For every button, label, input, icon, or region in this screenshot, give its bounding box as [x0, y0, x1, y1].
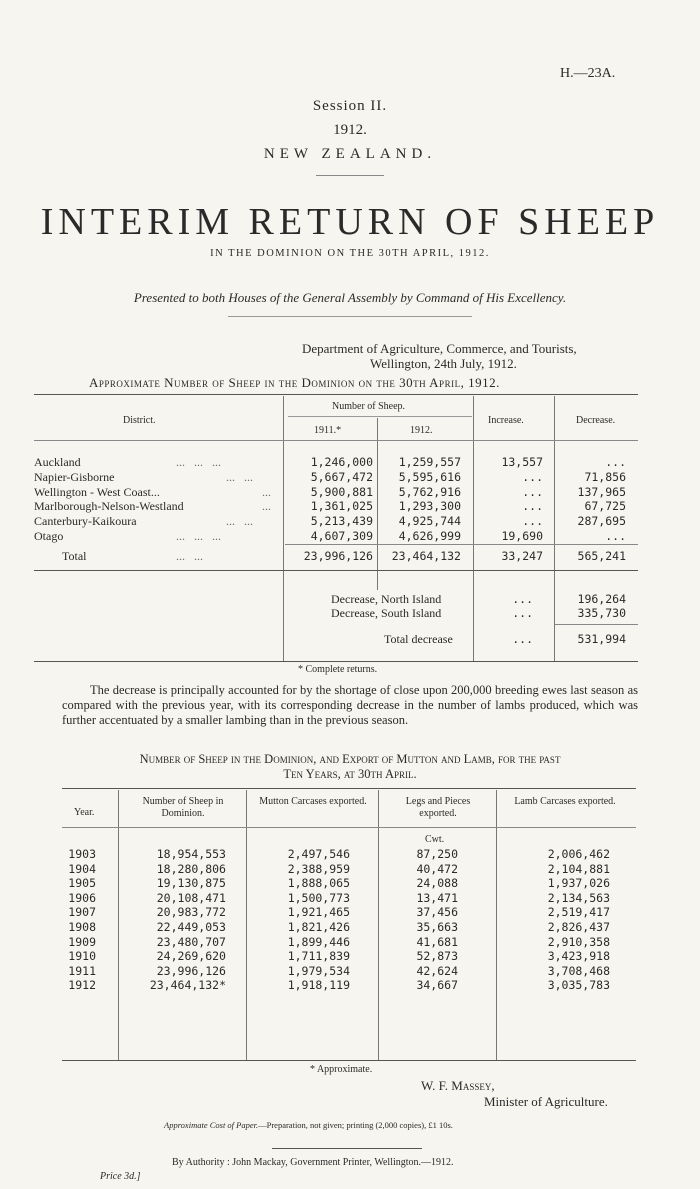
year-value: 1903 [68, 847, 96, 861]
increase-value: ... [522, 469, 543, 484]
sheep-count-value: 20,983,772 [156, 905, 226, 920]
year-value: 1909 [68, 934, 96, 949]
sheep-1912-value: 4,925,744 [398, 514, 461, 529]
legs-value: 87,250 [416, 847, 458, 861]
footer-rule [272, 1148, 422, 1149]
column-header-1911: 1911.* [314, 425, 342, 436]
session-year: 1912. [333, 122, 367, 138]
table1-decrease-rule [555, 624, 638, 625]
legs-value: 40,472 [416, 861, 458, 876]
sheep-count-value: 24,269,620 [156, 949, 226, 964]
lamb-value: 2,006,462 [547, 847, 610, 861]
district-name: Wellington - West Coast... [34, 484, 160, 499]
mutton-value: 1,918,119 [287, 978, 350, 993]
total-1911: 23,996,126 [303, 549, 373, 563]
sheep-count-value: 20,108,471 [156, 890, 226, 905]
column-header-increase: Increase. [488, 415, 524, 426]
total-decrease: 565,241 [577, 549, 626, 563]
mutton-value: 2,497,546 [287, 847, 350, 861]
district-leaders: ... ... ... [176, 455, 221, 469]
total-decrease-increase: ... [512, 632, 533, 646]
year-value: 1906 [68, 890, 96, 905]
table2-heading-line1: Number of Sheep in the Dominion, and Export of Mutton and Lamb, for the past [139, 752, 561, 766]
total-increase: 33,247 [501, 549, 543, 563]
lamb-value: 1,937,026 [547, 876, 610, 891]
table1-top-rule [34, 394, 638, 395]
total-leaders: ... ... [176, 549, 203, 563]
mutton-value: 1,821,426 [287, 920, 350, 934]
district-leaders: ... ... ... [176, 529, 221, 543]
document-title: INTERIM RETURN OF SHEEP [40, 201, 660, 243]
district-name: Otago [34, 529, 64, 543]
sheep-1911-value: 5,667,472 [310, 469, 373, 484]
sheep-1912-value: 1,259,557 [398, 455, 461, 469]
sheep-count-value: 23,996,126 [156, 963, 226, 978]
department-date: Wellington, 24th July, 1912. [370, 356, 517, 371]
mutton-value: 1,921,465 [287, 905, 350, 920]
table1-total-rule [34, 570, 638, 571]
table2-header-rule [62, 827, 636, 828]
sheep-1911-value: 5,900,881 [310, 484, 373, 499]
lamb-value: 2,104,881 [547, 861, 610, 876]
year-value: 1912 [68, 978, 96, 993]
increase-value: ... [522, 499, 543, 514]
table2-footnote: * Approximate. [310, 1064, 373, 1075]
table1-subheader-rule [288, 416, 472, 417]
lamb-value: 3,035,783 [547, 978, 610, 993]
price-label: Price 3d.] [100, 1171, 141, 1182]
legs-value: 34,667 [416, 978, 458, 993]
mutton-value: 2,388,959 [287, 861, 350, 876]
table2-bottom-rule [62, 1060, 636, 1061]
sheep-count-value: 23,480,707 [156, 934, 226, 949]
presented-line: Presented to both Houses of the General Assembly by Command of His Excellency. [133, 290, 567, 305]
document-reference: H.—23A. [560, 66, 616, 81]
table1-heading: Approximate Number of Sheep in the Dominion on the 30th April, 1912. [89, 375, 500, 390]
decrease-value: 67,725 [584, 499, 626, 514]
year-value: 1910 [68, 949, 96, 964]
sheep-1912-value: 1,293,300 [398, 499, 461, 514]
country-name: NEW ZEALAND. [263, 146, 437, 162]
legs-value: 37,456 [416, 905, 458, 920]
table1-header-rule [34, 440, 638, 441]
lamb-value: 2,826,437 [547, 920, 610, 934]
total-decrease-label: Total decrease [384, 632, 453, 646]
district-leaders: ... ... [226, 514, 253, 529]
column-header-legs: Legs and Pieces exported. [405, 796, 471, 819]
mutton-value: 1,888,065 [287, 876, 350, 891]
legs-value: 41,681 [416, 934, 458, 949]
column-header-number-of-sheep: Number of Sheep. [332, 401, 406, 412]
sheep-count-value: 18,954,553 [156, 847, 226, 861]
district-leaders: ... [262, 499, 271, 514]
lamb-value: 3,708,468 [547, 963, 610, 978]
district-name: Auckland [34, 455, 81, 469]
signatory-name: W. F. Massey, [421, 1078, 495, 1093]
body-paragraph: The decrease is principally accounted for by the shortage of close upon 200,000 breeding ewes last season as compared with the previous year, with its corresponding decrease in the number of lambs produced, which was further accentuated by a smaller lambing than in the previous season. [62, 683, 638, 727]
sheep-1912-value: 4,626,999 [398, 529, 461, 543]
district-name: Marlborough-Nelson-Westland [34, 499, 184, 514]
mutton-value: 1,899,446 [287, 934, 350, 949]
table1-bottom-rule [34, 661, 638, 662]
column-header-sheep: Number of Sheep in Dominion. [142, 796, 224, 819]
mutton-value: 1,500,773 [287, 890, 350, 905]
year-value: 1904 [68, 861, 96, 876]
presented-divider [228, 316, 472, 317]
header-divider [316, 175, 384, 176]
sheep-count-value: 18,280,806 [156, 861, 226, 876]
decrease-value: 71,856 [584, 469, 626, 484]
table1-subtotal-rule [285, 544, 638, 545]
increase-value: ... [522, 514, 543, 529]
legs-value: 24,088 [416, 876, 458, 891]
district-name: Canterbury-Kaikoura [34, 514, 137, 529]
sheep-1912-value: 5,762,916 [398, 484, 461, 499]
table2-heading-line2: Ten Years, at 30th April. [283, 767, 417, 781]
column-header-decrease: Decrease. [576, 415, 616, 426]
decrease-value: ... [605, 529, 626, 543]
decrease-south-label: Decrease, South Island [331, 606, 442, 620]
legs-value: 42,624 [416, 963, 458, 978]
legs-value: 35,663 [416, 920, 458, 934]
decrease-south-value: 335,730 [577, 606, 626, 620]
district-name: Napier-Gisborne [34, 469, 115, 484]
sheep-1911-value: 5,213,439 [310, 514, 373, 529]
total-label: Total [62, 549, 87, 563]
lamb-value: 2,910,358 [547, 934, 610, 949]
lamb-value: 2,134,563 [547, 890, 610, 905]
district-leaders: ... [262, 484, 271, 499]
decrease-value: 137,965 [577, 484, 626, 499]
decrease-north-label: Decrease, North Island [331, 592, 442, 606]
decrease-value: ... [605, 455, 626, 469]
legs-unit-label: Cwt. [425, 834, 445, 845]
table1-footnote: * Complete returns. [298, 664, 378, 675]
increase-value: 13,557 [501, 455, 543, 469]
column-header-year: Year. [74, 807, 95, 818]
decrease-north-increase: ... [512, 592, 533, 606]
cost-label: Approximate Cost of Paper. [164, 1120, 259, 1130]
column-header-1912: 1912. [410, 425, 433, 436]
department-line: Department of Agriculture, Commerce, and Tourists, [302, 341, 577, 356]
column-header-mutton: Mutton Carcases exported. [259, 796, 367, 807]
sheep-1912-value: 5,595,616 [398, 469, 461, 484]
decrease-value: 287,695 [577, 514, 626, 529]
decrease-south-increase: ... [512, 606, 533, 620]
table2-top-rule [62, 788, 636, 789]
increase-value: ... [522, 484, 543, 499]
total-1912: 23,464,132 [391, 549, 461, 563]
total-decrease-value: 531,994 [577, 632, 626, 646]
lamb-value: 2,519,417 [547, 905, 610, 920]
sheep-count-value: 22,449,053 [156, 920, 226, 934]
cost-text: —Preparation, not given; printing (2,000 copies), £1 10s. [258, 1120, 453, 1130]
sheep-1911-value: 1,246,000 [310, 455, 373, 469]
sheep-1911-value: 4,607,309 [310, 529, 373, 543]
column-header-district: District. [123, 415, 156, 426]
year-value: 1907 [68, 905, 96, 920]
year-value: 1905 [68, 876, 96, 891]
year-value: 1911 [68, 963, 96, 978]
signatory-title: Minister of Agriculture. [484, 1094, 608, 1109]
printer-authority: By Authority : John Mackay, Government Printer, Wellington.—1912. [172, 1157, 454, 1168]
legs-value: 13,471 [416, 890, 458, 905]
mutton-value: 1,979,534 [287, 963, 350, 978]
session-label: Session II. [312, 98, 388, 114]
sheep-count-value: 23,464,132* [149, 978, 226, 993]
document-subtitle: IN THE DOMINION ON THE 30TH APRIL, 1912. [210, 248, 490, 259]
year-value: 1908 [68, 920, 96, 934]
lamb-value: 3,423,918 [547, 949, 610, 964]
sheep-1911-value: 1,361,025 [310, 499, 373, 514]
legs-value: 52,873 [416, 949, 458, 964]
district-leaders: ... ... [226, 469, 253, 484]
decrease-north-value: 196,264 [577, 592, 626, 606]
increase-value: 19,690 [501, 529, 543, 543]
column-header-lamb: Lamb Carcases exported. [514, 796, 616, 807]
sheep-count-value: 19,130,875 [156, 876, 226, 891]
cost-note [164, 1120, 453, 1130]
mutton-value: 1,711,839 [287, 949, 350, 964]
